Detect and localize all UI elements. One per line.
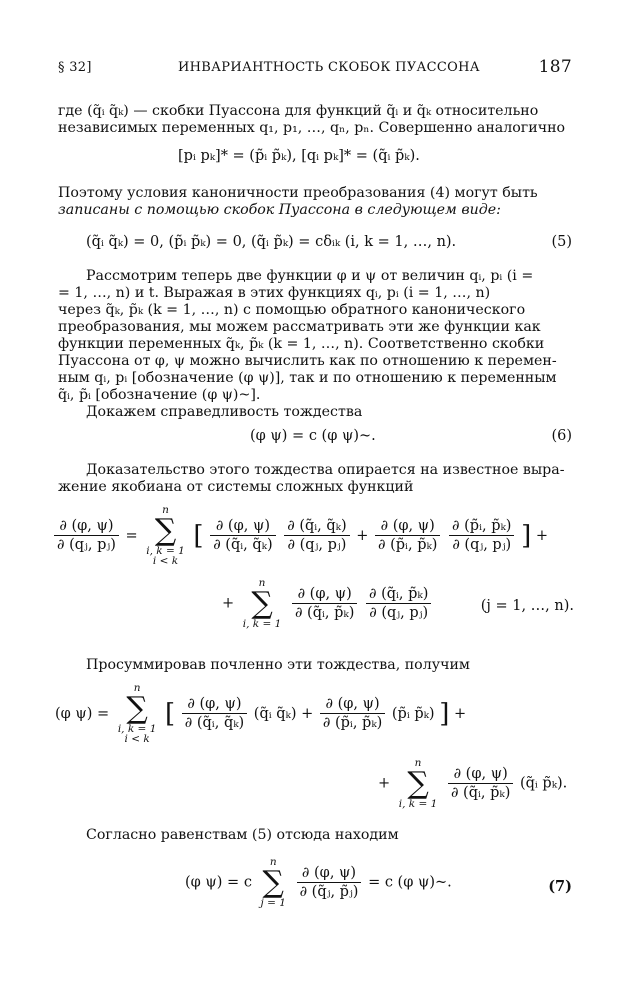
p3-line3: через q̃ₖ, p̃ₖ (k = 1, …, n) с помощью обратного канонического [58,302,526,318]
p3-line4: преобразования, мы можем рассматривать эти же функции как [58,319,541,335]
jac-term4: $\frac{\text{∂ (p̃ᵢ, p̃ₖ)}}{\text{∂ (qⱼ, pⱼ)}}$ [449,518,514,553]
running-title: ИНВАРИАНТНОСТЬ СКОБОК ПУАССОНА [178,60,480,75]
jac-term5: $\frac{\partial (\varphi, \psi)}{\text{∂ (q̃ᵢ, p̃ₖ)}}$ [292,586,357,621]
jac-lhs-fraction: $\frac{\partial (\varphi, \psi)}{\text{∂ (qⱼ, pⱼ)}}$ [54,518,119,553]
eq6-body: (φ ψ) = c (φ ψ)~. [250,428,376,444]
jac-term1: $\frac{\partial (\varphi, \psi)}{\text{∂ (q̃ᵢ, q̃ₖ)}}$ [210,518,275,553]
p2-line1: Поэтому условия каноничности преобразования (4) могут быть [58,185,538,201]
jacobian-line1: $\frac{\partial (\varphi, \psi)}{\text{∂ (qⱼ, pⱼ)}}$ = n ∑ i, k = 1 i < k [ $\frac{\partial (\varphi, \psi)}{\text{∂ (q̃ᵢ, q̃ₖ)}}$ $\frac{\text{∂ (q̃ᵢ, q̃ₖ)}}{\text{∂ (qⱼ, pⱼ)}}$ + $\frac{\partial (\varphi, \psi)}{\text{∂ (p̃ᵢ, p̃ₖ)}}$ $\frac{\text{∂ (p̃ᵢ, p̃ₖ)}}{\text{∂ (qⱼ, pⱼ)}}$ ] + [52,505,548,567]
page-number: 187 [538,57,572,77]
sumeq-sum2: n ∑ i, k = 1 [398,757,438,810]
section-ref: § 32] [58,60,92,75]
p3-line1: Рассмотрим теперь две функции φ и ψ от величин qᵢ, pᵢ (i = [86,268,534,284]
p3-line2: = 1, …, n) и t. Выражая в этих функциях qᵢ, pᵢ (i = 1, …, n) [58,285,491,301]
bracket-equations: [pᵢ pₖ]* = (p̃ᵢ p̃ₖ), [qᵢ pₖ]* = (q̃ᵢ p̃ₖ). [178,148,420,164]
jac-sum2: n ∑ i, k = 1 [242,577,282,630]
p3-line8: q̃ᵢ, p̃ᵢ [обозначение (φ ψ)~]. [58,387,261,403]
jacobian-line2: + n ∑ i, k = 1 $\frac{\partial (\varphi, \psi)}{\text{∂ (q̃ᵢ, p̃ₖ)}}$ $\frac{\text{∂ (q̃ᵢ, p̃ₖ)}}{\text{∂ (qⱼ, pⱼ)}}$ [222,578,433,629]
eq7-number: (7) [548,878,572,895]
sumeq-f3: $\frac{\partial (\varphi, \psi)}{\text{∂ (q̃ᵢ, p̃ₖ)}}$ [448,766,513,801]
sum-equation-line1: (φ ψ) = n ∑ i, k = 1 i < k [ $\frac{\partial (\varphi, \psi)}{\text{∂ (q̃ᵢ, q̃ₖ)}}$ (q̃ᵢ q̃ₖ) + $\frac{\partial (\varphi, \psi)}{\text{∂ (p̃ᵢ, p̃ₖ)}}$ (p̃ᵢ p̃ₖ) ] + [55,682,467,745]
p1-line1: где (q̃ᵢ q̃ₖ) — скобки Пуассона для функций q̃ᵢ и q̃ₖ относительно [58,103,539,119]
jac-term6: $\frac{\text{∂ (q̃ᵢ, p̃ₖ)}}{\text{∂ (qⱼ, pⱼ)}}$ [366,586,431,621]
eq7-body: (φ ψ) = c n ∑ j = 1 $\frac{\partial (\varphi, \psi)}{\text{∂ (q̃ⱼ, p̃ⱼ)}}$ = c (φ ψ)~. [185,856,452,909]
eq5-body: (q̃ᵢ q̃ₖ) = 0, (p̃ᵢ p̃ₖ) = 0, (q̃ᵢ p̃ₖ) = cδᵢₖ (i, k = 1, …, n). [86,234,457,250]
p1-line2: независимых переменных q₁, p₁, …, qₙ, pₙ. Совершенно аналогично [58,120,566,136]
eq7-sum: n ∑ j = 1 [260,856,286,909]
sum-equation-line2: + n ∑ i, k = 1 $\frac{\partial (\varphi, \psi)}{\text{∂ (q̃ᵢ, p̃ₖ)}}$ (q̃ᵢ p̃ₖ). [378,757,568,810]
eq6-number: (6) [551,428,572,444]
p3-line5: функции переменных q̃ₖ, p̃ₖ (k = 1, …, n). Соответственно скобки [58,336,545,352]
sumeq-f2: $\frac{\partial (\varphi, \psi)}{\text{∂ (p̃ᵢ, p̃ₖ)}}$ [320,696,385,731]
p2-line2: записаны с помощью скобок Пуассона в следующем виде: [58,202,501,218]
eq5-number: (5) [551,234,572,250]
p4-line: Докажем справедливость тождества [86,404,363,420]
sumeq-sum: n ∑ i, k = 1 i < k [117,682,157,745]
eq7-fraction: $\frac{\partial (\varphi, \psi)}{\text{∂ (q̃ⱼ, p̃ⱼ)}}$ [297,865,362,900]
jac-term3: $\frac{\partial (\varphi, \psi)}{\text{∂ (p̃ᵢ, p̃ₖ)}}$ [375,518,440,553]
jac-sum: n ∑ i, k = 1 i < k [146,504,185,567]
p3-line7: ным qᵢ, pᵢ [обозначение (φ ψ)], так и по отношению к переменным [58,370,557,386]
p6-line: Просуммировав почленно эти тождества, получим [86,657,470,673]
jacobian-range: (j = 1, …, n). [480,598,574,614]
p3-line6: Пуассона от φ, ψ можно вычислить как по отношению к перемен- [58,353,557,369]
p7-line: Согласно равенствам (5) отсюда находим [86,827,399,843]
p5-line1: Доказательство этого тождества опирается на известное выра- [86,462,565,478]
p5-line2: жение якобиана от системы сложных функций [58,479,414,495]
sumeq-f1: $\frac{\partial (\varphi, \psi)}{\text{∂ (q̃ᵢ, q̃ₖ)}}$ [182,696,247,731]
jac-term2: $\frac{\text{∂ (q̃ᵢ, q̃ₖ)}}{\text{∂ (qⱼ, pⱼ)}}$ [284,518,349,553]
